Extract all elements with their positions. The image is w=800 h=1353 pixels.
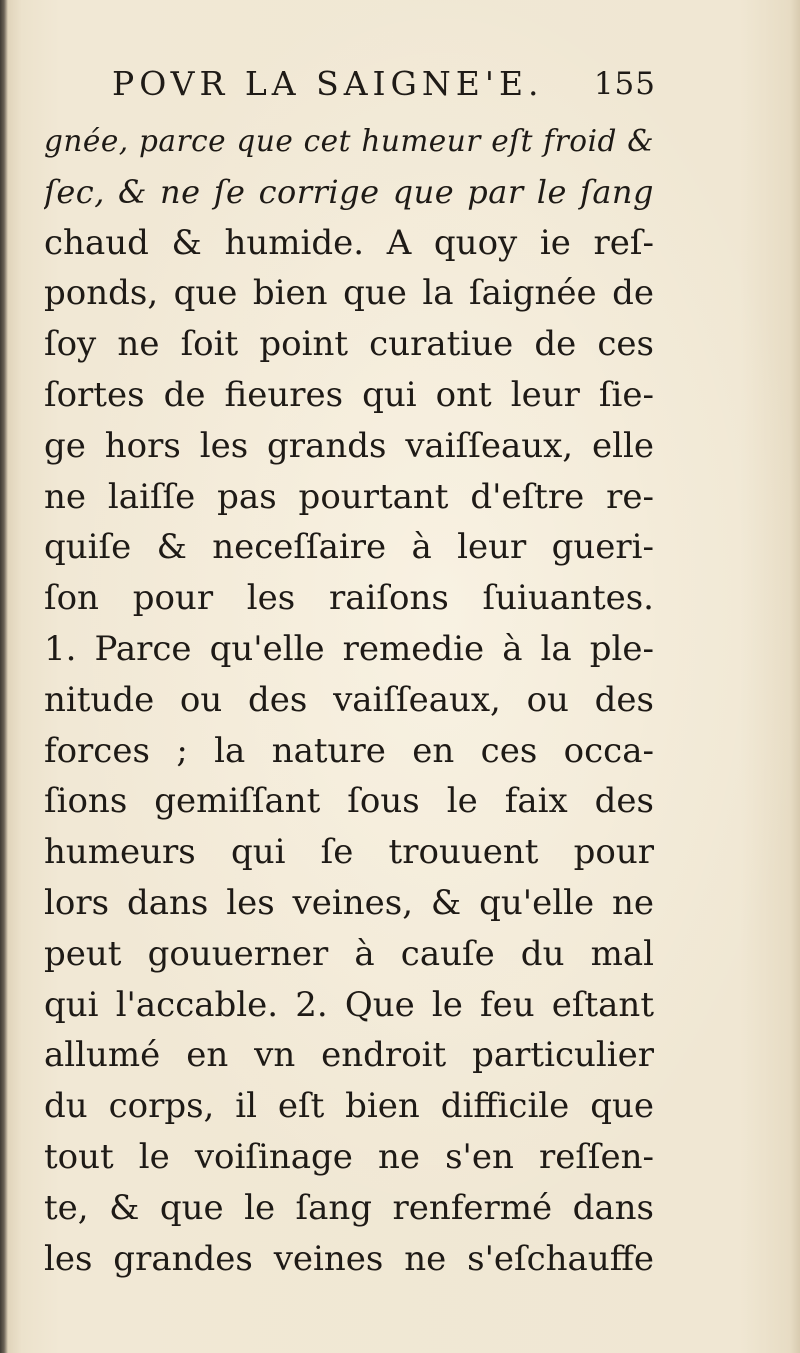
text-line: 1. Parce qu'elle remedie à la ple- [44,628,654,669]
text-line: lors dans les veines, & qu'elle ne [44,882,654,923]
text-line: ne laiſſe pas pourtant d'eſtre re- [44,476,654,517]
text-line: nitude ou des vaiſſeaux, ou des [44,679,654,720]
text-line: ſon pour les raiſons ſuiuantes. [44,578,654,619]
text-line: ſec, & ne ſe corrige que par le ſang [44,172,654,211]
text-line: humeurs qui ſe trouuent pour [44,832,654,873]
text-line: ge hors les grands vaiſſeaux, elle [44,425,654,466]
text-line: du corps, il eſt bien difficile que [44,1086,654,1127]
text-line: gnée, parce que cet humeur eſt froid & [44,124,654,158]
text-line: ſoy ne ſoit point curatiue de ces [44,324,654,365]
body-text [44,116,654,1284]
text-line: quiſe & neceſſaire à leur gueri- [44,527,654,568]
text-line: chaud & humide. A quoy ie reſ- [44,222,654,263]
text-line: ponds, que bien que la ſaignée de [44,273,654,314]
text-line: te, & que le ſang renfermé dans [44,1187,654,1228]
text-line: tout le voiſinage ne s'en reſſen- [44,1136,654,1177]
running-head [112,64,656,112]
text-line: les grandes veines ne s'eſchauffe [44,1238,654,1279]
page-number: 155 [593,66,656,102]
text-line: allumé en vn endroit particulier [44,1035,654,1076]
text-line: forces ; la nature en ces occa- [44,730,654,771]
page-gutter-shadow [0,0,8,1353]
text-line: peut gouuerner à cauſe du mal [44,933,654,974]
text-line: ſions gemiſſant ſous le faix des [44,781,654,822]
running-head-title: POVR LA SAIGNE'E. [112,64,544,103]
text-line: qui l'accable. 2. Que le feu eſtant [44,984,654,1025]
text-line: ſortes de fieures qui ont leur ſie- [44,374,654,415]
